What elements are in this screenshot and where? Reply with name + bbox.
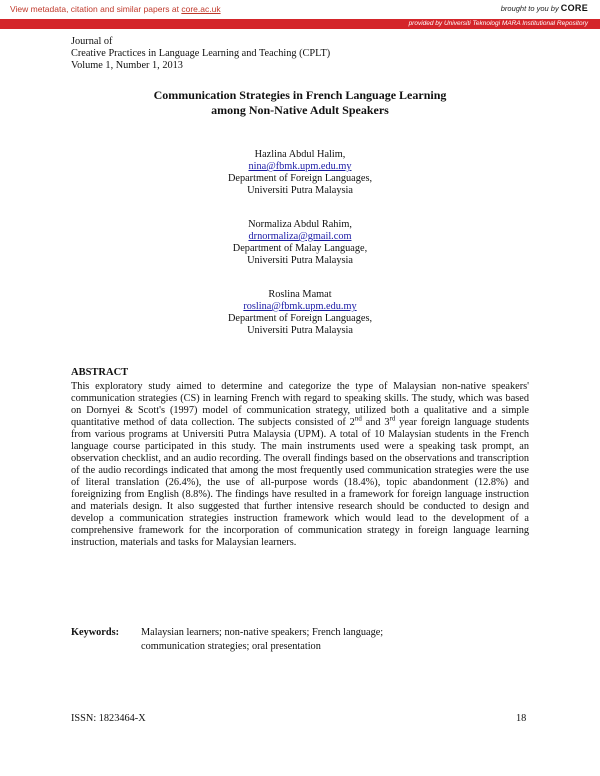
journal-volume: Volume 1, Number 1, 2013 bbox=[71, 60, 183, 71]
author-name: Hazlina Abdul Halim, bbox=[254, 149, 346, 160]
author-block bbox=[0, 289, 600, 337]
provided-by-text[interactable]: provided by Universiti Teknologi MARA Institutional Repository bbox=[408, 20, 588, 27]
author-university: Universiti Putra Malaysia bbox=[247, 325, 353, 336]
keywords-label: Keywords: bbox=[71, 627, 120, 638]
issn-footer: ISSN: 1823464-X bbox=[71, 713, 146, 724]
abstract-heading: ABSTRACT bbox=[71, 367, 129, 378]
author-email-link[interactable]: roslina@fbmk.upm.edu.my bbox=[243, 301, 357, 312]
author-email-link[interactable]: nina@fbmk.upm.edu.my bbox=[248, 161, 352, 172]
author-block bbox=[0, 149, 600, 197]
brought-by[interactable]: brought to you by CORE bbox=[500, 3, 588, 13]
author-department: Department of Foreign Languages, bbox=[227, 313, 373, 324]
author-name: Normaliza Abdul Rahim, bbox=[248, 219, 352, 230]
author-email-link[interactable]: drnormaliza@gmail.com bbox=[248, 231, 352, 242]
page-number: 18 bbox=[516, 713, 527, 724]
core-banner bbox=[0, 0, 600, 19]
abstract-body: This exploratory study aimed to determine and categorize the type of Malaysian non-native speakers' communication strategies (CS) in learning French with regard to speaking skills. The study, which was based on Dornyei & Scott's (1997) model of communication strategy, utilized both a qualitative and a simple quantitative method of data collection. The subjects consisted of 2nd and 3rd year foreign language students from various programs at Universiti Putra Malaysia (UPM). A total of 10 Malaysian students in the French language course participated in this study. The main instruments used were a speaking task prompt, an observation checklist, and an audio recording. The overall findings based on the observations and transcription of the audio recordings indicated that among the most frequently used communication strategies were the use of literal translation (26.4%), the use of all-purpose words (18.4%), topic abandonment (12.8%) and foreignizing from English (8.8%). The findings have resulted in a framework for foreign language instruction and materials design. It also suggested that further intensive research should be conducted to design and develop a communication strategies instruction framework which would lead to the development of a comprehensive framework for the incorporation of communication strategy in foreign language learning instruction, materials and tasks for Malaysian learners. bbox=[71, 381, 529, 548]
author-department: Department of Foreign Languages, bbox=[227, 173, 373, 184]
journal-info bbox=[71, 36, 330, 72]
author-name: Roslina Mamat bbox=[268, 289, 332, 300]
core-metadata-link[interactable]: View metadata, citation and similar papers at core.ac.uk bbox=[10, 4, 221, 14]
author-block bbox=[0, 219, 600, 267]
author-university: Universiti Putra Malaysia bbox=[247, 255, 353, 266]
author-list bbox=[0, 149, 600, 359]
author-department: Department of Malay Language, bbox=[232, 243, 368, 254]
keywords-list: Malaysian learners; non-native speakers; French language; communication strategies; oral presentation bbox=[141, 627, 384, 652]
journal-line: Journal of bbox=[71, 36, 113, 47]
provided-by-bar bbox=[0, 19, 600, 29]
core-logo: CORE bbox=[560, 3, 588, 13]
keywords-section bbox=[71, 626, 384, 652]
journal-name: Creative Practices in Language Learning and Teaching (CPLT) bbox=[71, 48, 331, 59]
author-university: Universiti Putra Malaysia bbox=[247, 185, 353, 196]
paper-title: Communication Strategies in French Language Learning among Non-Native Adult Speakers bbox=[153, 88, 447, 117]
